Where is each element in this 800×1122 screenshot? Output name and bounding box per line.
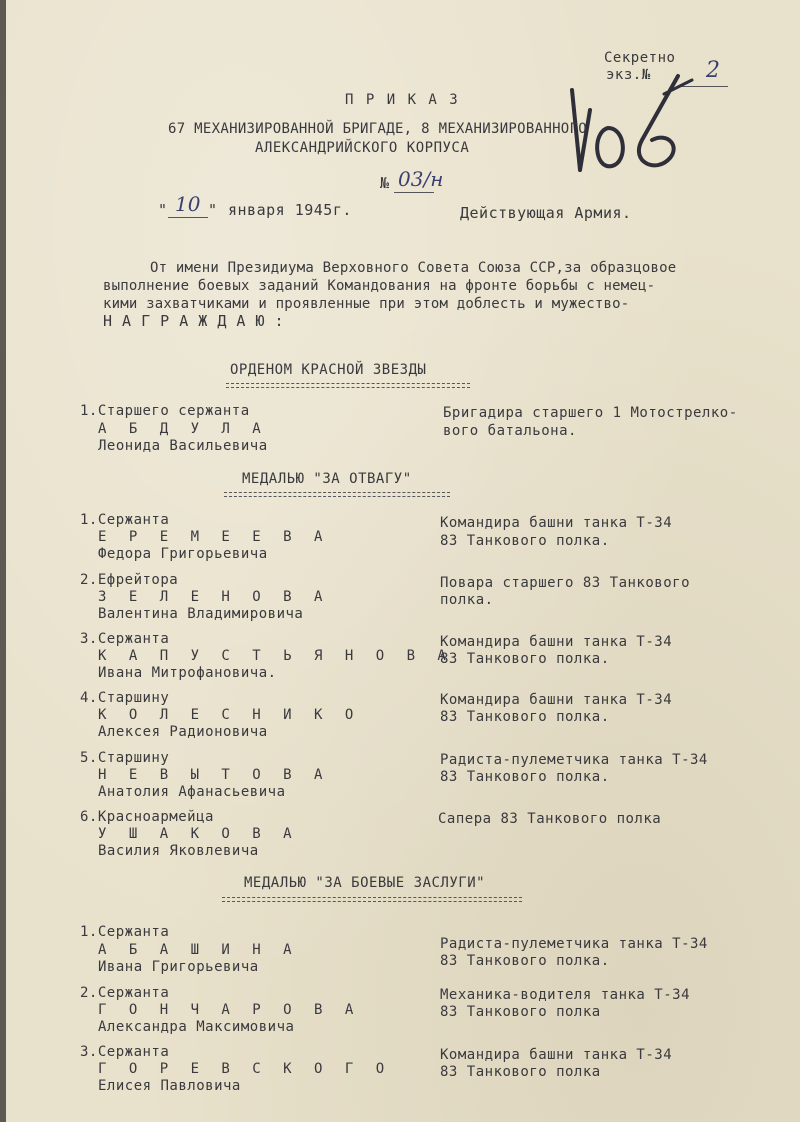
entry-given-names: Валентина Владимировича	[98, 606, 304, 622]
entry-surname: Г О Р Е В С К О Г О	[98, 1061, 392, 1077]
entry-given-names: Василия Яковлевича	[98, 843, 259, 859]
date-quote-close: "	[208, 201, 218, 219]
entry-given-names: Алексея Радионовича	[98, 724, 268, 740]
order-number: 03/н	[398, 167, 444, 191]
entry-position-line-1: Командира башни танка Т-34	[440, 634, 673, 650]
secrecy-label: Секретно	[604, 50, 676, 66]
date-day: 10	[175, 192, 201, 216]
entry-position-line-1: Командира башни танка Т-34	[440, 1047, 673, 1063]
entry-given-names: Анатолия Афанасьевича	[98, 784, 286, 800]
entry-rank: 1.Сержанта	[80, 512, 170, 528]
section-underline	[222, 897, 522, 902]
entry-given-names: Елисея Павловича	[98, 1078, 241, 1094]
entry-position-line-2: вого батальона.	[443, 423, 577, 439]
entry-position-line-1: Повара старшего 83 Танкового	[440, 575, 691, 591]
order-number-underline	[394, 192, 434, 193]
entry-given-names: Ивана Григорьевича	[98, 959, 259, 975]
entry-surname: У Ш А К О В А	[98, 826, 299, 842]
copy-number: 2	[706, 58, 720, 83]
intro-line-3: кими захватчиками и проявленные при этом доблесть и мужество-	[103, 296, 630, 312]
order-number-label: №	[380, 174, 390, 192]
entry-position-line-2: 83 Танкового полка	[440, 1064, 601, 1080]
entry-position-line-1: Радиста-пулеметчика танка Т-34	[440, 752, 708, 768]
section-underline	[224, 492, 450, 497]
section-title-combat-merit: МЕДАЛЬЮ "ЗА БОЕВЫЕ ЗАСЛУГИ"	[244, 875, 486, 891]
entry-surname: Е Р Е М Е Е В А	[98, 529, 330, 545]
intro-line-1: От имени Президиума Верховного Совета Союза ССР,за образцовое	[150, 260, 677, 276]
entry-rank: 3.Сержанта	[80, 631, 170, 647]
entry-surname: Н Е В Ы Т О В А	[98, 767, 330, 783]
entry-position-line-2: 83 Танкового полка.	[440, 709, 610, 725]
entry-surname: А Б Д У Л А	[98, 421, 268, 437]
entry-rank: 6.Красноармейца	[80, 809, 214, 825]
entry-rank: 4.Старшину	[80, 690, 170, 706]
entry-position-line-1: Командира башни танка Т-34	[440, 692, 673, 708]
section-title-for-courage: МЕДАЛЬЮ "ЗА ОТВАГУ"	[242, 471, 412, 487]
entry-rank: 3.Сержанта	[80, 1044, 170, 1060]
section-underline	[226, 383, 470, 388]
copy-label: экз.№	[606, 67, 651, 83]
entry-rank: 1.Старшего сержанта	[80, 403, 250, 419]
army-label: Действующая Армия.	[460, 204, 632, 222]
entry-surname: К А П У С Т Ь Я Н О В А	[98, 648, 453, 664]
entry-position-line-2: 83 Танкового полка.	[440, 769, 610, 785]
intro-awarding: Н А Г Р А Ж Д А Ю :	[103, 312, 285, 330]
entry-surname: З Е Л Е Н О В А	[98, 589, 330, 605]
entry-surname: Г О Н Ч А Р О В А	[98, 1002, 361, 1018]
section-title-red-star: ОРДЕНОМ КРАСНОЙ ЗВЕЗДЫ	[230, 362, 427, 378]
date-rest: января 1945г.	[228, 201, 352, 219]
entry-rank: 1.Сержанта	[80, 924, 170, 940]
entry-surname: А Б А Ш И Н А	[98, 942, 299, 958]
entry-given-names: Александра Максимовича	[98, 1019, 295, 1035]
entry-position-line-1: Радиста-пулеметчика танка Т-34	[440, 936, 708, 952]
header-line-2: АЛЕКСАНДРИЙСКОГО КОРПУСА	[255, 140, 470, 156]
entry-given-names: Ивана Митрофановича.	[98, 665, 277, 681]
date-day-underline	[168, 217, 208, 218]
entry-position-line-2: 83 Танкового полка.	[440, 651, 610, 667]
intro-line-2: выполнение боевых заданий Командования на фронте борьбы с немец-	[103, 278, 656, 294]
header-line-1: 67 МЕХАНИЗИРОВАННОЙ БРИГАДЕ, 8 МЕХАНИЗИРОВАННОГО	[168, 121, 587, 137]
entry-rank: 5.Старшину	[80, 750, 170, 766]
date-quote-open: "	[158, 201, 168, 219]
entry-position-line-1: Командира башни танка Т-34	[440, 515, 673, 531]
entry-position-line-2: 83 Танкового полка.	[440, 533, 610, 549]
entry-given-names: Федора Григорьевича	[98, 546, 268, 562]
entry-rank: 2.Сержанта	[80, 985, 170, 1001]
entry-given-names: Леонида Васильевича	[98, 438, 268, 454]
entry-position-line-1: Механика-водителя танка Т-34	[440, 987, 691, 1003]
entry-position-line-1: Сапера 83 Танкового полка	[438, 811, 662, 827]
entry-rank: 2.Ефрейтора	[80, 572, 179, 588]
entry-position-line-2: 83 Танкового полка	[440, 1004, 601, 1020]
order-title: П Р И К А З	[345, 92, 460, 108]
entry-position-line-2: полка.	[440, 592, 494, 608]
entry-surname: К О Л Е С Н И К О	[98, 707, 361, 723]
entry-position-line-2: 83 Танкового полка.	[440, 953, 610, 969]
entry-position-line-1: Бригадира старшего 1 Мотострелко-	[443, 405, 738, 421]
page-edge	[0, 0, 6, 1122]
